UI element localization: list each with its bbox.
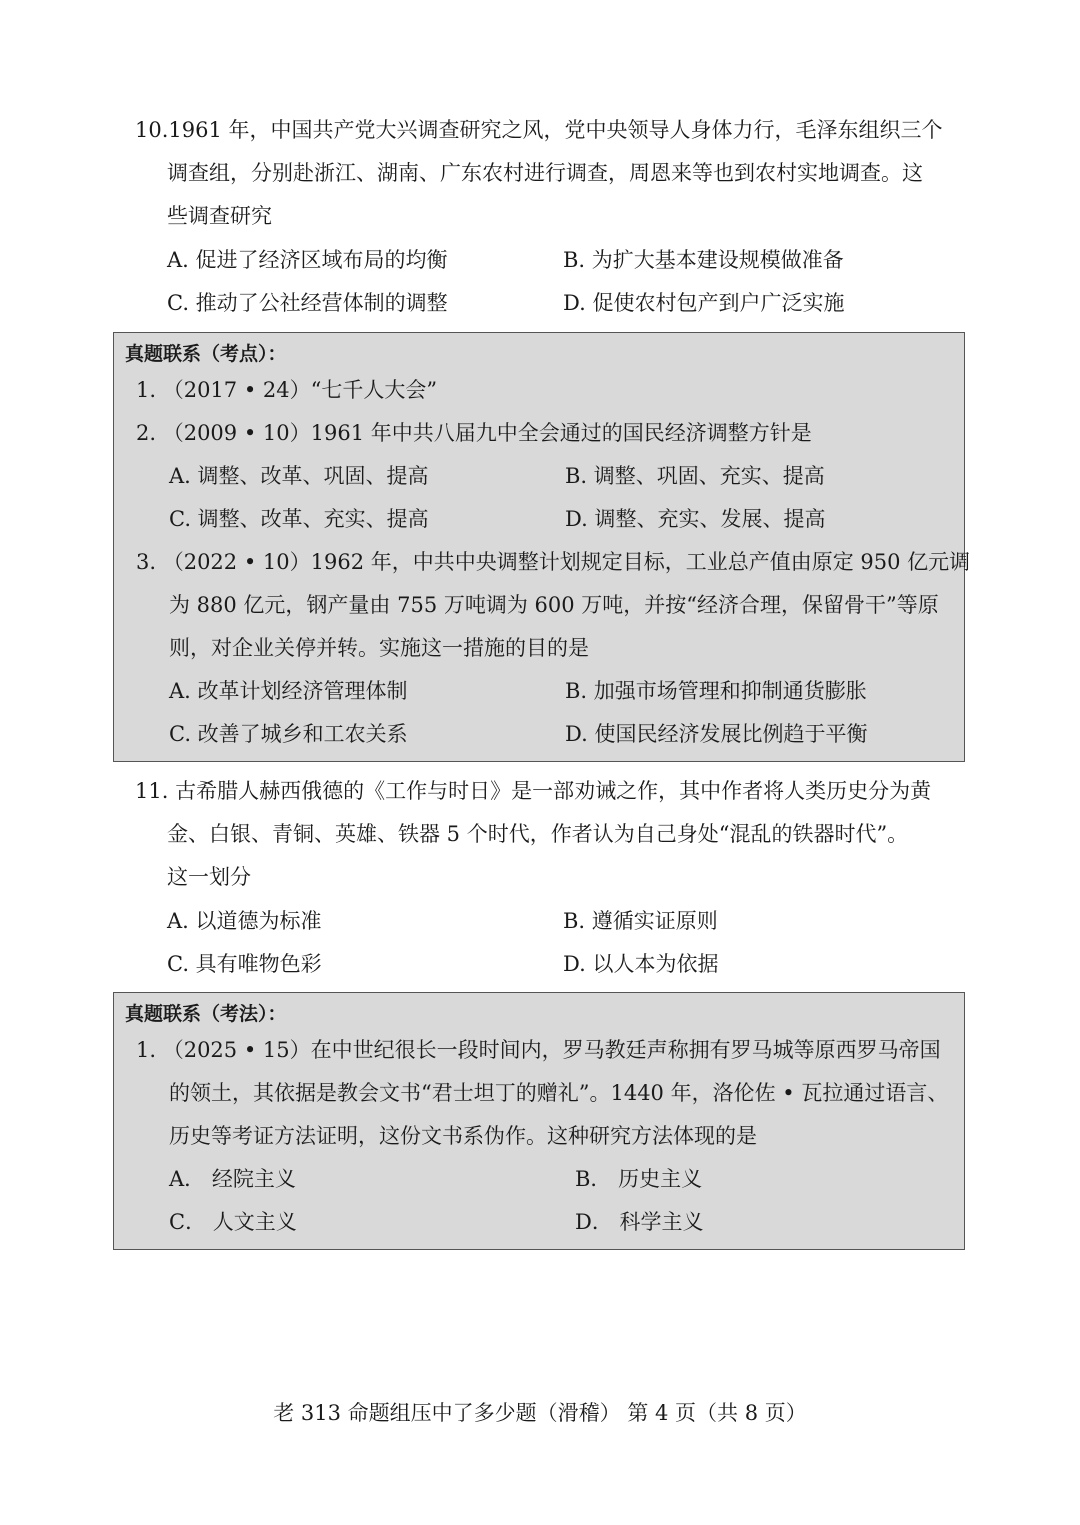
- option-d: D. 调整、充实、发展、提高: [565, 507, 826, 531]
- question-11-line-2: 金、白银、青铜、英雄、铁器 5 个时代，作者认为自己身处“混乱的铁器时代”。: [167, 822, 909, 846]
- related-item-1: 1. （2017 • 24）“七千人大会”: [136, 378, 438, 402]
- option-row: [169, 713, 969, 756]
- option-a: A. 促进了经济区域布局的均衡: [167, 248, 448, 272]
- question-number: 11.: [135, 779, 169, 803]
- option-row: [169, 455, 969, 498]
- question-text: 古希腊人赫西俄德的《工作与时日》是一部劝诫之作，其中作者将人类历史分为黄: [175, 779, 932, 803]
- related-item-3-line-3: 则，对企业关停并转。实施这一措施的目的是: [169, 636, 589, 660]
- related-item-1-line-1: 1. （2025 • 15）在中世纪很长一段时间内，罗马教廷声称拥有罗马城等原西罗马帝国: [136, 1038, 941, 1062]
- question-11-line-1: [135, 770, 931, 813]
- option-a: A. 以道德为标准: [167, 909, 322, 933]
- related-item-2: 2. （2009 • 10）1961 年中共八届九中全会通过的国民经济调整方针是: [136, 421, 812, 445]
- option-row: [169, 1201, 969, 1244]
- option-a: A. 调整、改革、巩固、提高: [169, 464, 429, 488]
- related-item-1-line-3: 历史等考证方法证明，这份文书系伪作。这种研究方法体现的是: [169, 1124, 757, 1148]
- option-row: [169, 498, 969, 541]
- option-b: B. 遵循实证原则: [563, 909, 718, 933]
- option-row: [169, 1158, 969, 1201]
- question-10-line-2: 调查组，分别赴浙江、湖南、广东农村进行调查，周恩来等也到农村实地调查。这: [167, 161, 923, 185]
- box-title: 真题联系（考点）：: [125, 343, 287, 365]
- option-c: C. 具有唯物色彩: [167, 952, 322, 976]
- related-exam-box-points: [113, 332, 971, 762]
- related-item-3-line-2: 为 880 亿元，钢产量由 755 万吨调为 600 万吨，并按“经济合理，保留骨干”等原: [169, 593, 939, 617]
- option-d: D. 以人本为依据: [563, 952, 719, 976]
- option-row: [169, 670, 969, 713]
- option-b: B. 调整、巩固、充实、提高: [565, 464, 825, 488]
- option-c: C． 人文主义: [169, 1210, 297, 1234]
- box-title: 真题联系（考法）：: [125, 1003, 287, 1025]
- option-c: C. 推动了公社经营体制的调整: [167, 291, 448, 315]
- option-b: B. 加强市场管理和抑制通货膨胀: [565, 679, 867, 703]
- option-row: [167, 900, 967, 943]
- option-d: D. 使国民经济发展比例趋于平衡: [565, 722, 868, 746]
- option-c: C. 调整、改革、充实、提高: [169, 507, 429, 531]
- option-b: B. 为扩大基本建设规模做准备: [563, 248, 844, 272]
- related-item-3-line-1: 3. （2022 • 10）1962 年，中共中央调整计划规定目标，工业总产值由原定 950 亿元调: [136, 550, 971, 574]
- question-10-line-3: 些调查研究: [167, 204, 272, 228]
- option-d: D. 促使农村包产到户广泛实施: [563, 291, 845, 315]
- option-row: [167, 239, 967, 282]
- option-a: A. 改革计划经济管理体制: [169, 679, 408, 703]
- option-b: B． 历史主义: [575, 1167, 703, 1191]
- option-row: [167, 943, 967, 986]
- related-item-1-line-2: 的领土，其依据是教会文书“君士坦丁的赠礼”。1440 年，洛伦佐 • 瓦拉通过语言、: [169, 1081, 949, 1105]
- option-row: [167, 282, 967, 325]
- option-c: C. 改善了城乡和工农关系: [169, 722, 408, 746]
- option-d: D． 科学主义: [575, 1210, 704, 1234]
- question-number: 10.: [135, 118, 169, 142]
- question-text: 1961 年，中国共产党大兴调查研究之风，党中央领导人身体力行，毛泽东组织三个: [168, 118, 943, 142]
- question-11-line-3: 这一划分: [167, 865, 251, 889]
- page-footer: 老 313 命题组压中了多少题（滑稽） 第 4 页（共 8 页）: [273, 1401, 807, 1425]
- question-10-line-1: [135, 109, 943, 152]
- related-exam-box-methods: [113, 992, 965, 1250]
- option-a: A． 经院主义: [169, 1167, 296, 1191]
